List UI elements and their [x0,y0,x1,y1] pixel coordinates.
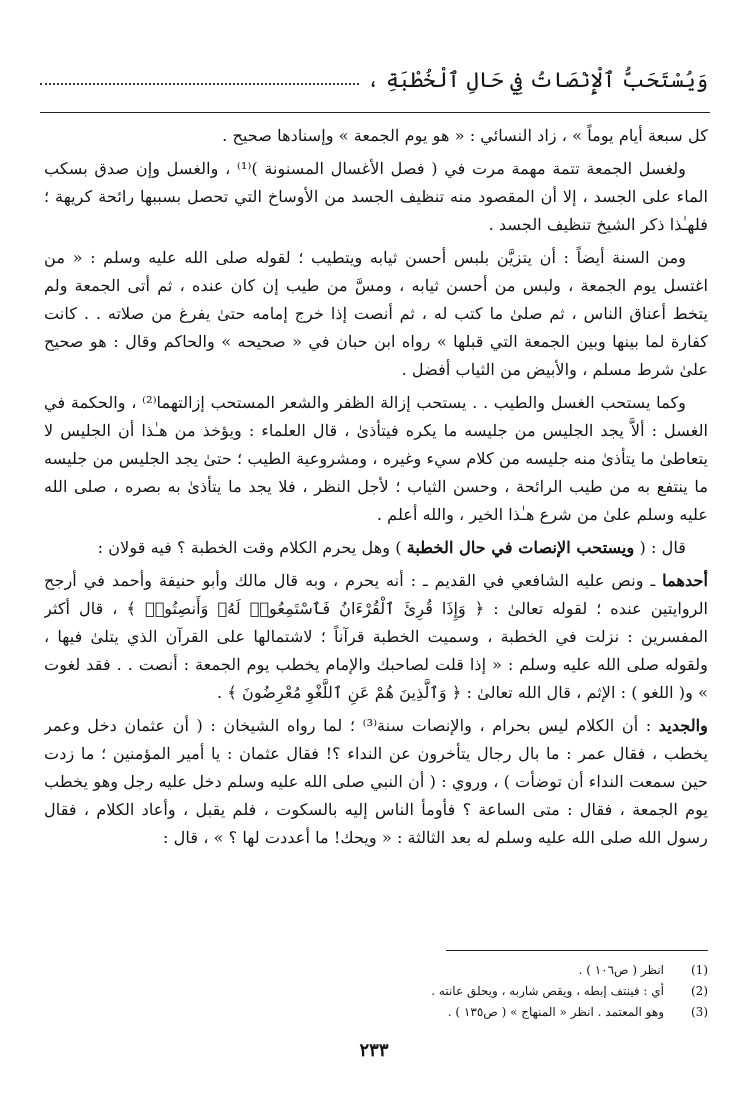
footnote [44,960,708,981]
paragraph-4 [44,389,708,529]
paragraph-1 [44,122,708,150]
paragraph-text: ومن السنة أيضاً : أن يتزيَّن بلبس أحسن ثيابه ويتطيب ؛ لقوله صلى الله عليه وسلم : « من اغتسل يوم الجمعة ، ولبس من أحسن ثيابه ، ومسَّ من طيب إن كان عنده ، ثم أتى الجمعة ولم يتخط أعناق الناس ، ثم صلىٰ ما كتب له ، ثم أنصت إذا خرج إمامه حتىٰ يفرغ من صلاته . . كانت كفارة لما بينها وبين الجمعة التي قبلها » رواه ابن حبان في « صحيحه » والحاكم وقال : هو صحيح علىٰ شرط مسلم ، والأبيض من الثياب أفضل . [44,248,708,379]
paragraph-bold-lead: أحدهما [662,571,708,590]
paragraph-3 [44,244,708,384]
main-text [44,122,708,938]
footnote-text: انظر ( ص١٠٦ ) . [578,963,664,977]
footnote [44,981,708,1002]
footnote [44,1002,708,1023]
paragraph-text: ـ ونص عليه الشافعي في القديم ـ : أنه يحرم ، وبه قال مالك وأبو حنيفة وأحمد في أرجح الروايتين عنده ؛ لقوله تعالىٰ : ﴿ وَإِذَا قُرِئَ ٱلْقُرْءَانُ فَٱسْتَمِعُوا۟ لَهُۥ وَأَنصِتُوا۟ ﴾ ، قال أكثر المفسرين : نزلت في الخطبة ، وسميت الخطبة قرآناً ؛ لاشتمالها على القرآن الذي يتلىٰ فيها ، ولقوله صلى الله عليه وسلم : « إذا قلت لصاحبك والإمام يخطب يوم الجمعة : أنصت . . فقد لغوت » و( اللغو ) : الإثم ، قال الله تعالىٰ : ﴿ وَٱلَّذِينَ هُمْ عَنِ ٱللَّغْوِ مُعْرِضُونَ ﴾ . [44,571,708,702]
paragraph-5 [44,534,708,562]
header-dotted-leader [40,83,359,85]
page-number: ٢٣٣ [359,1040,389,1061]
header-rule [40,112,710,113]
paragraph-bold-lead: ويستحب الإنصات في حال الخطبة [406,538,635,557]
footnote-text: وهو المعتمد . انظر « المنهاج » ( ص١٣٥ ) . [447,1005,664,1019]
footnote-rule [446,950,708,951]
paragraph-text: كل سبعة أيام يوماً » ، زاد النسائي : « هو يوم الجمعة » وإسنادها صحيح . [222,126,708,145]
header-title: وَيُسْتَحَبُّ ٱلْإِنْصَاتُ فِي حَالِ ٱلْخُطْبَةِ ، [367,68,708,92]
footnotes [44,960,708,1023]
footnote-number: (2) [690,984,708,998]
running-header [40,52,708,92]
footnote-number: (1) [690,963,708,977]
paragraph-bold-lead: والجديد [658,716,708,735]
footnote-number: (3) [690,1005,708,1019]
paragraph-prefix: قال : ( [634,538,686,557]
paragraph-text: ) وهل يحرم الكلام وقت الخطبة ؟ فيه قولان : [97,538,407,557]
footnote-text: أي : فينتف إبطه ، ويقص شاربه ، ويحلق عانته . [431,984,664,998]
paragraph-text: : أن الكلام ليس بحرام ، والإنصات سنة⁽³⁾ ؛ لما رواه الشيخان : ( أن عثمان دخل وعمر يخطب ، فقال عمر : ما بال رجال يتأخرون عن النداء ؟! فقال عثمان : يا أمير المؤمنين ؛ ما زدت حين سمعت النداء أن توضأت ) ، وروي : ( أن النبي صلى الله عليه وسلم دخل عليه رجل وهو يخطب يوم الجمعة ، فقال : متى الساعة ؟ فأومأ الناس إليه بالسكوت ، فلم يقبل ، وأعاد الكلام ، فقال رسول الله صلى الله عليه وسلم له بعد الثالثة : « ويحك! ما أعددت لها ؟ » ، قال : [44,716,708,847]
paragraph-2 [44,155,708,239]
paragraph-text: وكما يستحب الغسل والطيب . . يستحب إزالة الظفر والشعر المستحب إزالتهما⁽²⁾ ، والحكمة في الغسل : ألاَّ يجد الجليس من جليسه ما يكره فيتأذىٰ ، قال العلماء : ويؤخذ من هـٰذا أن الجليس لا يتعاطىٰ ما يتأذىٰ منه جليسه من كلام سيء وغيره ، ومشروعية الطيب ؛ حتىٰ يجد الجليس من جليسه ما ينتفع به من طيب الرائحة ، وحسن الثياب ؛ لأجل النظر ، فلا يجد ما يتأذىٰ به بصره ، صلى الله عليه وسلم علىٰ من شرع هـٰذا الخير ، والله أعلم . [44,393,708,524]
paragraph-text: ولغسل الجمعة تتمة مهمة مرت في ( فصل الأغسال المسنونة )⁽¹⁾ ، والغسل وإن صدق بسكب الماء على الجسد ، إلا أن المقصود منه تنظيف الجسد من الأوساخ التي تحصل بسببها رائحة كريهة ؛ فلهـٰذا ذكر الشيخ تنظيف الجسد . [44,159,708,234]
paragraph-6 [44,567,708,707]
paragraph-7 [44,712,708,852]
